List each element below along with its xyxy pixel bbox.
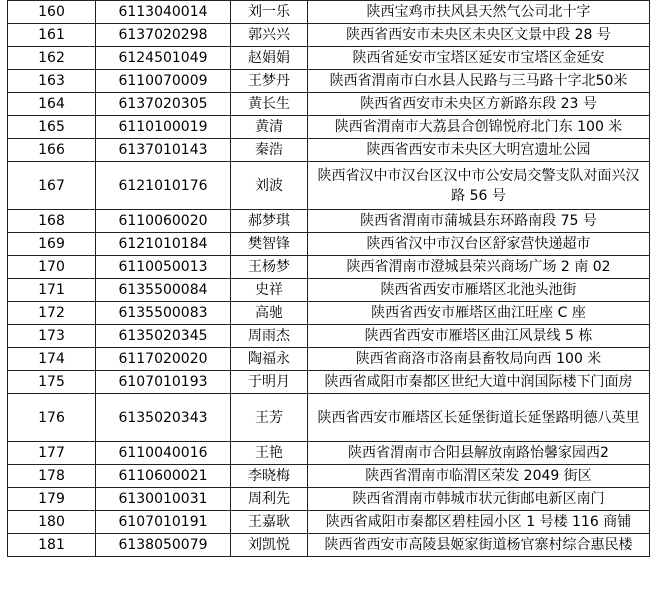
id-number: 6107010191 <box>96 511 231 534</box>
table-row <box>8 24 650 47</box>
row-number: 178 <box>8 465 96 488</box>
address: 陕西省延安市宝塔区延安市宝塔区金延安 <box>308 47 650 70</box>
id-number: 6110050013 <box>96 256 231 279</box>
person-name: 刘波 <box>231 162 308 210</box>
address: 陕西省渭南市澄城县荣兴商场广场 2 南 02 <box>308 256 650 279</box>
row-number: 173 <box>8 325 96 348</box>
person-name: 秦浩 <box>231 139 308 162</box>
id-number: 6110040016 <box>96 442 231 465</box>
roster-table <box>7 0 650 557</box>
table-row <box>8 465 650 488</box>
table-row <box>8 162 650 210</box>
table-row <box>8 47 650 70</box>
address: 陕西省西安市未央区大明宫遗址公园 <box>308 139 650 162</box>
table-row <box>8 139 650 162</box>
table-row <box>8 210 650 233</box>
id-number: 6117020020 <box>96 348 231 371</box>
person-name: 黄清 <box>231 116 308 139</box>
address: 陕西省渭南市大荔县合创锦悦府北门东 100 米 <box>308 116 650 139</box>
address: 陕西省渭南市合阳县解放南路怡馨家园西2 <box>308 442 650 465</box>
address: 陕西省西安市未央区未央区文景中段 28 号 <box>308 24 650 47</box>
person-name: 于明月 <box>231 371 308 394</box>
address: 陕西省汉中市汉台区舒家营快递超市 <box>308 233 650 256</box>
row-number: 181 <box>8 534 96 557</box>
table-row <box>8 116 650 139</box>
row-number: 170 <box>8 256 96 279</box>
id-number: 6137020298 <box>96 24 231 47</box>
table-row <box>8 488 650 511</box>
id-number: 6130010031 <box>96 488 231 511</box>
row-number: 160 <box>8 1 96 24</box>
address: 陕西省咸阳市秦都区碧桂园小区 1 号楼 116 商铺 <box>308 511 650 534</box>
address: 陕西省渭南市临渭区荣发 2049 街区 <box>308 465 650 488</box>
address: 陕西省渭南市蒲城县东环路南段 75 号 <box>308 210 650 233</box>
id-number: 6121010184 <box>96 233 231 256</box>
person-name: 王芳 <box>231 394 308 442</box>
id-number: 6137020305 <box>96 93 231 116</box>
person-name: 陶福永 <box>231 348 308 371</box>
person-name: 刘一乐 <box>231 1 308 24</box>
address: 陕西省咸阳市秦都区世纪大道中润国际楼下门面房 <box>308 371 650 394</box>
id-number: 6107010193 <box>96 371 231 394</box>
row-number: 176 <box>8 394 96 442</box>
table-row <box>8 348 650 371</box>
person-name: 樊智锋 <box>231 233 308 256</box>
person-name: 赵娟娟 <box>231 47 308 70</box>
address: 陕西省商洛市洛南县畜牧局向西 100 米 <box>308 348 650 371</box>
address: 陕西省渭南市韩城市状元街邮电新区南门 <box>308 488 650 511</box>
row-number: 166 <box>8 139 96 162</box>
address: 陕西省西安市雁塔区曲江旺座 C 座 <box>308 302 650 325</box>
id-number: 6135500083 <box>96 302 231 325</box>
person-name: 刘凯悦 <box>231 534 308 557</box>
table-row <box>8 325 650 348</box>
table-row <box>8 442 650 465</box>
table-row <box>8 279 650 302</box>
id-number: 6110060020 <box>96 210 231 233</box>
person-name: 王艳 <box>231 442 308 465</box>
person-name: 李晓梅 <box>231 465 308 488</box>
table-row <box>8 93 650 116</box>
person-name: 高驰 <box>231 302 308 325</box>
address: 陕西省汉中市汉台区汉中市公安局交警支队对面兴汉路 56 号 <box>308 162 650 210</box>
table-row <box>8 256 650 279</box>
row-number: 177 <box>8 442 96 465</box>
id-number: 6121010176 <box>96 162 231 210</box>
person-name: 史祥 <box>231 279 308 302</box>
id-number: 6135020343 <box>96 394 231 442</box>
person-name: 王杨梦 <box>231 256 308 279</box>
row-number: 162 <box>8 47 96 70</box>
row-number: 174 <box>8 348 96 371</box>
address: 陕西省西安市高陵县姬家街道杨官寨村综合惠民楼 <box>308 534 650 557</box>
row-number: 175 <box>8 371 96 394</box>
table-row <box>8 233 650 256</box>
person-name: 王梦丹 <box>231 70 308 93</box>
id-number: 6110600021 <box>96 465 231 488</box>
row-number: 180 <box>8 511 96 534</box>
id-number: 6138050079 <box>96 534 231 557</box>
person-name: 黄长生 <box>231 93 308 116</box>
row-number: 164 <box>8 93 96 116</box>
row-number: 171 <box>8 279 96 302</box>
row-number: 168 <box>8 210 96 233</box>
table-row <box>8 511 650 534</box>
address: 陕西省渭南市白水县人民路与三马路十字北50米 <box>308 70 650 93</box>
row-number: 169 <box>8 233 96 256</box>
person-name: 王嘉耿 <box>231 511 308 534</box>
address: 陕西省西安市雁塔区长延堡街道长延堡路明德八英里 <box>308 394 650 442</box>
table-row <box>8 534 650 557</box>
row-number: 167 <box>8 162 96 210</box>
table-row <box>8 371 650 394</box>
address: 陕西省西安市雁塔区北池头池街 <box>308 279 650 302</box>
id-number: 6110070009 <box>96 70 231 93</box>
address: 陕西省西安市雁塔区曲江风景线 5 栋 <box>308 325 650 348</box>
address: 陕西省西安市未央区方新路东段 23 号 <box>308 93 650 116</box>
row-number: 165 <box>8 116 96 139</box>
row-number: 163 <box>8 70 96 93</box>
person-name: 周利先 <box>231 488 308 511</box>
table-row <box>8 1 650 24</box>
table-row <box>8 70 650 93</box>
table-row <box>8 302 650 325</box>
id-number: 6135500084 <box>96 279 231 302</box>
person-name: 郭兴兴 <box>231 24 308 47</box>
row-number: 179 <box>8 488 96 511</box>
address: 陕西宝鸡市扶风县天然气公司北十字 <box>308 1 650 24</box>
table-row <box>8 394 650 442</box>
id-number: 6137010143 <box>96 139 231 162</box>
id-number: 6135020345 <box>96 325 231 348</box>
id-number: 6124501049 <box>96 47 231 70</box>
row-number: 172 <box>8 302 96 325</box>
id-number: 6110100019 <box>96 116 231 139</box>
person-name: 周雨杰 <box>231 325 308 348</box>
id-number: 6113040014 <box>96 1 231 24</box>
row-number: 161 <box>8 24 96 47</box>
person-name: 郝梦琪 <box>231 210 308 233</box>
